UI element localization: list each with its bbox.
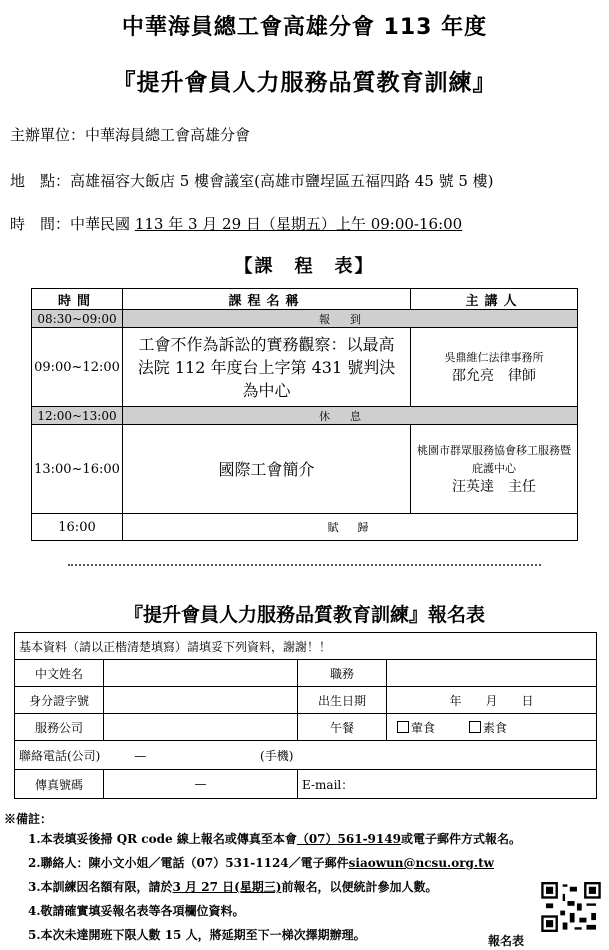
note-2: 2.聯絡人：陳小文小姐／電話（07）531-1124／電子郵件siaowun@ncsu.org.tw xyxy=(28,856,494,870)
table-row xyxy=(32,310,578,328)
row-course: 休息 xyxy=(123,407,578,425)
row-course: 報到 xyxy=(123,310,578,328)
company-label: 服務公司 xyxy=(15,714,104,741)
notes-heading: ※備註： xyxy=(4,812,53,826)
form-instruction: 基本資料（請以正楷清楚填寫）請填妥下列資料，謝謝！！ xyxy=(15,633,597,660)
table-row xyxy=(32,328,578,407)
row-time: 13:00~16:00 xyxy=(32,425,123,514)
table-row xyxy=(32,407,578,425)
speaker-name: 汪英達 主任 xyxy=(452,479,536,495)
time-label: 時 間： xyxy=(10,215,71,233)
name-label: 中文姓名 xyxy=(15,660,104,687)
qr-code-icon[interactable] xyxy=(540,882,602,932)
company-field[interactable] xyxy=(104,714,298,741)
lunch-label: 午餐 xyxy=(298,714,387,741)
note-4: 4.敬請確實填妥報名表等各項欄位資料。 xyxy=(28,904,245,918)
fax-field[interactable] xyxy=(104,770,298,799)
location-value: 高雄福容大飯店 5 樓會議室(高雄市鹽埕區五福四路 45 號 5 樓) xyxy=(70,172,494,190)
organizer-line: 主辦單位：中華海員總工會高雄分會 xyxy=(10,126,251,144)
lunch-veg-option[interactable]: 素食 xyxy=(469,721,507,735)
fax-label: 傳真號碼 xyxy=(15,770,104,799)
row-speaker xyxy=(411,425,578,514)
location-line xyxy=(10,170,494,191)
email-label: E-mail： xyxy=(302,777,354,792)
row-time: 12:00~13:00 xyxy=(32,407,123,425)
note-5: 5.本次未達開班下限人數 15 人，將延期至下一梯次擇期辦理。 xyxy=(28,928,366,942)
location-label: 地 點： xyxy=(10,172,71,190)
birth-field[interactable]: 年 月 日 xyxy=(387,687,597,714)
schedule-table xyxy=(31,288,578,541)
form-title: 『提升會員人力服務品質教育訓練』報名表 xyxy=(123,604,485,626)
time-prefix: 中華民國 xyxy=(70,215,131,233)
speaker-org: 吳鼎維仁法律事務所 xyxy=(444,351,544,364)
col-time: 時間 xyxy=(32,289,123,310)
mobile-label: (手機) xyxy=(260,748,294,763)
col-course: 課程名稱 xyxy=(123,289,411,310)
speaker-org: 桃園市群眾服務協會移工服務暨庇護中心 xyxy=(417,444,571,475)
qr-label: 報名表 xyxy=(488,934,525,948)
id-field[interactable] xyxy=(104,687,298,714)
row-course: 賦 歸 xyxy=(123,514,578,541)
divider xyxy=(68,564,541,566)
birth-label: 出生日期 xyxy=(298,687,387,714)
email-field[interactable] xyxy=(298,770,597,799)
checkbox-icon[interactable] xyxy=(469,721,481,733)
fax-dash: — xyxy=(194,777,207,791)
position-label: 職務 xyxy=(298,660,387,687)
lunch-meat-option[interactable]: 葷食 xyxy=(397,721,435,735)
id-label: 身分證字號 xyxy=(15,687,104,714)
table-row xyxy=(32,425,578,514)
col-speaker: 主講人 xyxy=(411,289,578,310)
row-speaker xyxy=(411,328,578,407)
row-time: 09:00~12:00 xyxy=(32,328,123,407)
phone-row[interactable] xyxy=(15,741,597,770)
table-row xyxy=(32,514,578,541)
speaker-name: 邵允亮 律師 xyxy=(452,368,536,384)
registration-form xyxy=(14,632,597,799)
row-time: 16:00 xyxy=(32,514,123,541)
name-field[interactable] xyxy=(104,660,298,687)
time-date: 113 年 3 月 29 日（星期五） xyxy=(134,215,336,233)
time-hours: 上午 09:00-16:00 xyxy=(335,215,463,233)
checkbox-icon[interactable] xyxy=(397,721,409,733)
course-title: 『提升會員人力服務品質教育訓練』 xyxy=(112,70,497,96)
contact-email[interactable]: siaowun@ncsu.org.tw xyxy=(348,856,494,870)
row-time: 08:30~09:00 xyxy=(32,310,123,328)
note-1: 1.本表填妥後掃 QR code 線上報名或傳真至本會（07）561-9149或電子郵件方式報名。 xyxy=(28,832,521,846)
notes-list xyxy=(28,827,521,947)
position-field[interactable] xyxy=(387,660,597,687)
row-course: 工會不作為訴訟的實務觀察：以最高法院 112 年度台上字第 431 號判決為中心 xyxy=(123,328,411,407)
lunch-options xyxy=(387,714,597,741)
phone-dash: — xyxy=(134,748,147,763)
schedule-heading: 【課 程 表】 xyxy=(234,256,375,277)
schedule-header-row xyxy=(32,289,578,310)
time-line xyxy=(10,213,462,234)
document-title: 中華海員總工會高雄分會 113 年度 xyxy=(121,15,488,40)
row-course: 國際工會簡介 xyxy=(123,425,411,514)
phone-label: 聯絡電話(公司) xyxy=(19,748,101,763)
note-3: 3.本訓練因名額有限，請於3 月 27 日(星期三)前報名，以便統計參加人數。 xyxy=(28,880,438,894)
